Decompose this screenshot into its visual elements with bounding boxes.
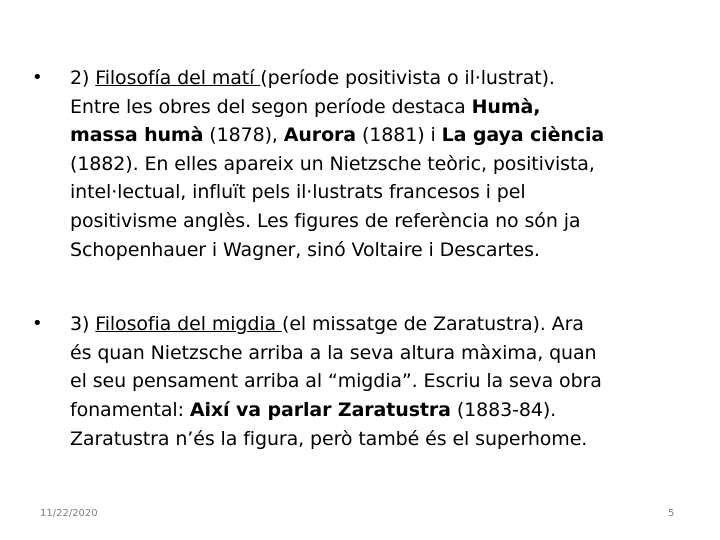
text-run: (1883-84). (450, 398, 557, 421)
bold-title: Així va parlar Zaratustra (189, 398, 451, 421)
text-run: (1882). En elles apareix un Nietzsche teòric, positivista, (70, 152, 595, 175)
text-run: 2) (70, 67, 96, 89)
text-run: (període positivista o il·lustrat). (260, 67, 555, 89)
text-run: és quan Nietzsche arriba a la seva altura màxima, quan (70, 341, 597, 364)
text-run: (1878), (203, 124, 284, 147)
bold-title: massa humà (70, 124, 204, 147)
text-run: intel·lectual, influït pels il·lustrats francesos i pel (70, 181, 526, 204)
bullet-text-line (70, 425, 690, 454)
bullet-text-line (70, 236, 690, 265)
bold-title: La gaya ciència (441, 124, 605, 147)
text-run: (el missatge de Zaratustra). Ara (282, 313, 584, 336)
text-run: (1881) i (356, 124, 442, 147)
slide-bullet-list (30, 64, 690, 453)
underlined-heading: Filosofía del matí (95, 67, 261, 89)
bullet-text-line (70, 367, 690, 396)
bullet-item (30, 64, 690, 264)
text-run: positivisme anglès. Les figures de referència no són ja (70, 209, 581, 232)
underlined-heading: Filosofia del migdia (95, 313, 282, 336)
footer-date: 11/22/2020 (40, 508, 98, 519)
bullet-item (30, 310, 690, 453)
bullet-text-line (70, 310, 690, 339)
text-run: Schopenhauer i Wagner, sinó Voltaire i Descartes. (70, 238, 540, 261)
footer-page-number: 5 (668, 508, 675, 519)
text-run: fonamental: (70, 398, 190, 421)
text-run: 3) (70, 313, 96, 336)
bullet-text-line (70, 178, 690, 207)
bold-title: Humà, (471, 95, 541, 118)
bullet-text-line (70, 121, 690, 150)
bullet-text-line (70, 150, 690, 179)
bullet-text-line (70, 93, 690, 122)
text-run: el seu pensament arriba al “migdia”. Escriu la seva obra (70, 370, 602, 393)
bullet-text-line (70, 207, 690, 236)
text-run: Entre les obres del segon període destaca (70, 95, 472, 118)
bullet-text-line (70, 339, 690, 368)
text-run: Zaratustra n’és la figura, però també és el superhome. (70, 427, 588, 450)
bullet-text-line (70, 64, 690, 93)
bullet-marker: • (32, 67, 43, 88)
bullet-text-line (70, 396, 690, 425)
bullet-marker: • (32, 313, 43, 335)
bold-title: Aurora (283, 124, 357, 147)
